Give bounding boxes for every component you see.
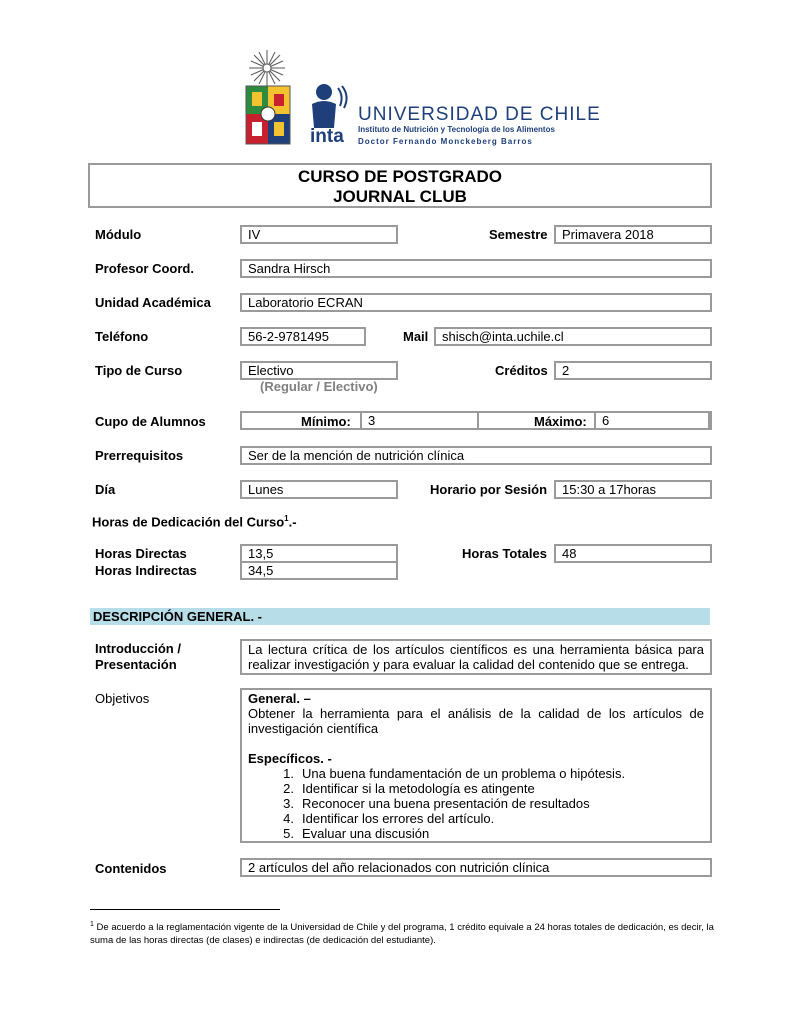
- footnote-divider: [90, 909, 280, 910]
- unidad-label: Unidad Académica: [95, 295, 211, 310]
- dia-field: Lunes: [240, 480, 398, 499]
- horas-indirectas-label: Horas Indirectas: [95, 563, 197, 578]
- footnote-text: De acuerdo a la reglamentación vigente de la Universidad de Chile y del programa, 1 crédito equivale a 24 horas totales de dedicación, es decir, la suma de las horas directas (de clases) e indirectas (de dedicación del estudiante).: [90, 922, 714, 947]
- dia-label: Día: [95, 482, 116, 497]
- university-seal-icon: [244, 48, 300, 148]
- objetivos-box: [240, 688, 712, 843]
- list-item: 2. Identificar si la metodología es atingente: [283, 781, 535, 796]
- telefono-field: 56-2-9781495: [240, 327, 366, 346]
- tipo-hint: (Regular / Electivo): [260, 379, 378, 394]
- contenidos-label: Contenidos: [95, 861, 167, 876]
- intro-label-2: Presentación: [95, 657, 177, 672]
- list-item: 1. Una buena fundamentación de un problema o hipótesis.: [283, 766, 626, 781]
- cupo-min-label: Mínimo:: [301, 414, 351, 429]
- cupo-min-field: 3: [360, 411, 479, 430]
- especificos-list: [270, 766, 704, 841]
- intro-label-1: Introducción /: [95, 641, 181, 656]
- cupo-row: [240, 411, 710, 430]
- cupo-max-label: Máximo:: [534, 414, 587, 429]
- profesor-label: Profesor Coord.: [95, 261, 194, 276]
- mail-field: shisch@inta.uchile.cl: [434, 327, 712, 346]
- creditos-label: Créditos: [495, 363, 548, 378]
- cupo-max-field: 6: [594, 411, 712, 430]
- institute-name: Instituto de Nutrición y Tecnología de los Alimentos: [358, 125, 555, 134]
- horas-indirectas-field: 34,5: [240, 561, 398, 580]
- list-item: 5. Evaluar una discusión: [283, 826, 430, 841]
- title-box: [88, 163, 712, 208]
- contenidos-field: 2 artículos del año relacionados con nutrición clínica: [240, 858, 712, 877]
- semestre-field: Primavera 2018: [554, 225, 712, 244]
- objetivos-label: Objetivos: [95, 691, 150, 706]
- profesor-field: Sandra Hirsch: [240, 259, 712, 278]
- university-name: UNIVERSIDAD DE CHILE: [358, 104, 601, 125]
- tipo-field: Electivo: [240, 361, 398, 380]
- horas-totales-field: 48: [554, 544, 712, 563]
- horas-heading-text: Horas de Dedicación del Curso: [92, 514, 285, 530]
- horario-field: 15:30 a 17horas: [554, 480, 712, 499]
- intro-text-box: La lectura crítica de los artículos científicos es una herramienta básica para realizar investigación y para evaluar la calidad del contenido que se entrega.: [240, 639, 712, 675]
- general-title: General. –: [248, 691, 311, 706]
- list-item: 4. Identificar los errores del artículo.: [283, 811, 495, 826]
- prerrequisitos-field: Ser de la mención de nutrición clínica: [240, 446, 712, 465]
- prerrequisitos-label: Prerrequisitos: [95, 448, 184, 463]
- title-line-2: JOURNAL CLUB: [333, 187, 467, 206]
- especificos-title: Específicos. -: [248, 751, 332, 766]
- general-text: Obtener la herramienta para el análisis de la calidad de los artículos de investigación científica: [248, 706, 704, 736]
- semestre-label: Semestre: [489, 227, 548, 242]
- title-line-1: CURSO DE POSTGRADO: [297, 167, 503, 186]
- cupo-label: Cupo de Alumnos: [95, 414, 206, 429]
- horas-directas-label: Horas Directas: [95, 546, 187, 561]
- modulo-field: IV: [240, 225, 398, 244]
- unidad-field: Laboratorio ECRAN: [240, 293, 712, 312]
- doctor-name: Doctor Fernando Monckeberg Barros: [358, 137, 533, 146]
- horario-label: Horario por Sesión: [430, 482, 548, 497]
- modulo-label: Módulo: [95, 227, 142, 242]
- telefono-label: Teléfono: [95, 329, 149, 344]
- inta-wordmark: inta: [310, 126, 344, 147]
- horas-totales-label: Horas Totales: [462, 546, 548, 561]
- horas-directas-field: 13,5: [240, 544, 398, 563]
- footnote-sup: 1: [90, 921, 94, 928]
- horas-heading-sup: 1: [284, 514, 289, 523]
- horas-heading-suffix: .-: [288, 514, 297, 530]
- mail-label: Mail: [403, 329, 429, 344]
- list-item: 3. Reconocer una buena presentación de resultados: [283, 796, 590, 811]
- horas-heading: [92, 514, 297, 529]
- tipo-label: Tipo de Curso: [95, 363, 183, 378]
- descripcion-heading: DESCRIPCIÓN GENERAL. -: [90, 608, 710, 625]
- creditos-field: 2: [554, 361, 712, 380]
- footnote: [90, 918, 720, 947]
